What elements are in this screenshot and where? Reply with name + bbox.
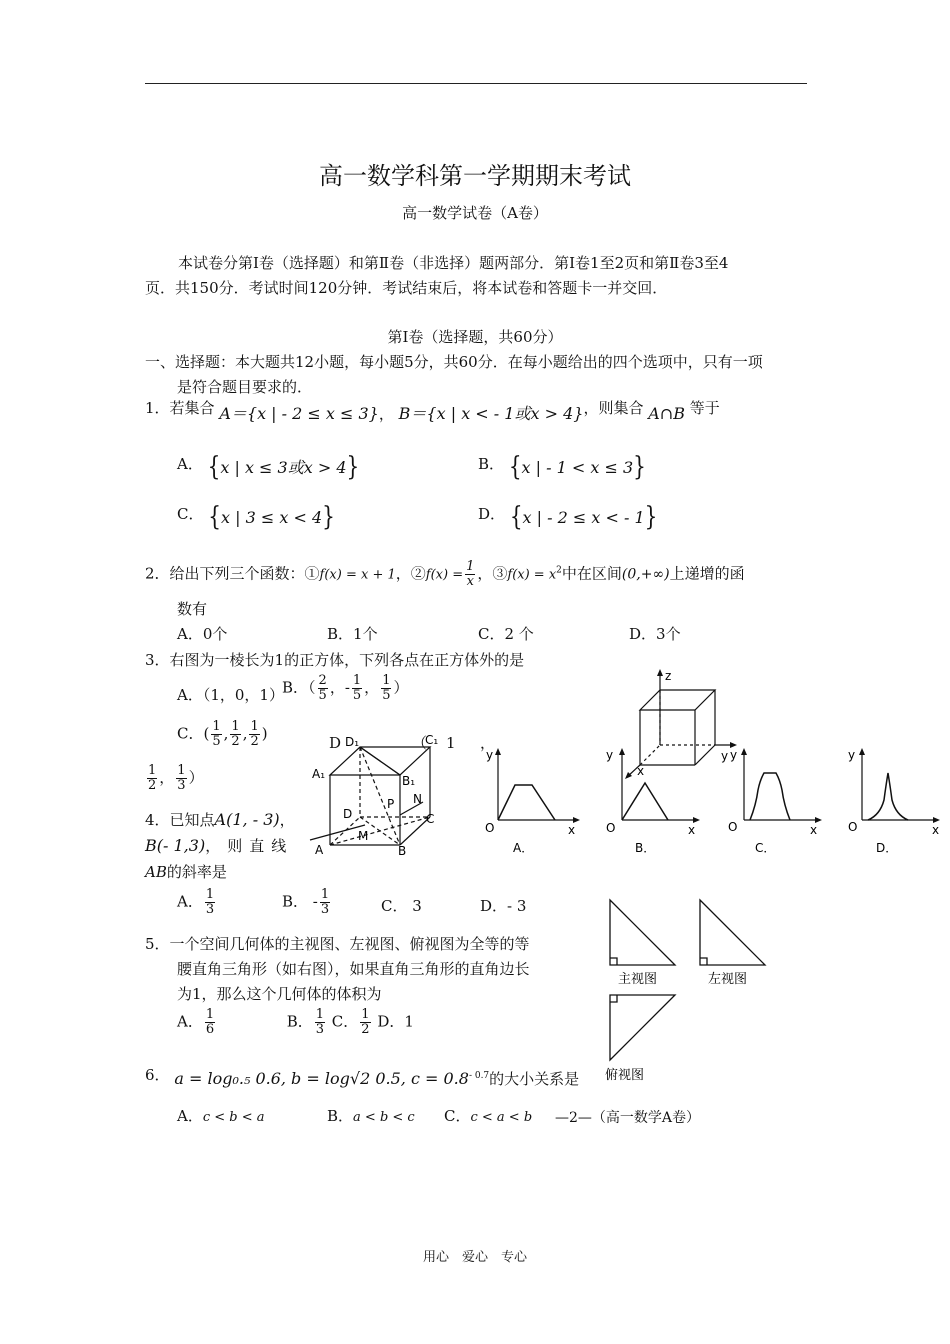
graph-d (840, 745, 948, 860)
q4-option-a: A． $\frac{1}{3}$ (177, 887, 215, 917)
q4-option-d: D．- 3 (480, 897, 527, 915)
prism-label-b1: B₁ (402, 774, 416, 788)
axes-label-y: y (721, 749, 729, 763)
graph-c-label: C． (755, 841, 776, 855)
page-marker: —2—（高一数学A卷） (555, 1110, 701, 1126)
q1-option-d: D． {x | - 2 ≤ x < - 1} (478, 500, 658, 532)
graph-b-x: x (688, 823, 696, 837)
q3-option-d-rest: $\frac{1}{2}$ ， $\frac{1}{3}$ ） (148, 763, 204, 793)
graph-a-y: y (486, 748, 494, 762)
prism-label-b: B (398, 844, 407, 858)
q6-option-a: A．c < b < a (177, 1107, 265, 1125)
prism-label-c1: C₁ (425, 733, 439, 747)
q2-option-c: C．2 个 (478, 625, 534, 643)
q1-option-b: B． {x | - 1 < x ≤ 3} (478, 450, 646, 482)
q2-line-2: 数有 (177, 600, 208, 618)
q6-option-b: B．a < b < c (327, 1107, 415, 1125)
q5-line-2: 腰直角三角形（如右图），如果直角三角形的直角边长 (177, 960, 530, 978)
intro-line-2: 页．共150分．考试时间120分钟．考试结束后，将本试卷和答题卡一并交回． (145, 279, 668, 297)
q4-line-2: B(- 1,3)，则直线 (145, 836, 294, 855)
graph-c-o: O (728, 820, 738, 834)
q4-option-c: C． 3 (381, 897, 422, 915)
axes-label-z: z (665, 669, 672, 683)
q1-intersection: A∩B (648, 404, 685, 423)
graph-a-o: O (485, 821, 495, 835)
graph-b-label: B． (635, 841, 656, 855)
prism-label-m: M (358, 829, 369, 843)
page-footer: 用心 爱心 专心 (422, 1250, 527, 1265)
q6-option-c: C．c < a < b (444, 1107, 533, 1125)
graph-a (480, 745, 590, 860)
left-view-label: 左视图 (708, 972, 748, 987)
q1-stem: 1．若集合 A＝{x | - 2 ≤ x ≤ 3}， B＝{x | x < - 1或x > 4}，则集合 A∩B 等于 (145, 399, 720, 423)
graph-d-o: O (848, 820, 858, 834)
axes-label-x: x (637, 764, 645, 778)
header-rule (145, 83, 807, 84)
graph-d-x: x (932, 823, 940, 837)
q5-line-3: 为1，那么这个几何体的体积为 (177, 985, 382, 1003)
q3-option-d-comma: ， (480, 734, 496, 752)
q3-option-d-label: D (329, 734, 342, 752)
q3-option-a: A．（1，0，1） (177, 686, 284, 704)
page-subtitle: 高一数学试卷（A卷） (402, 204, 548, 222)
q6-stem: 6． a = log₀.₅ 0.6, b = log√2 0.5, $c = 0.8^{- 0.7}$的大小关系是 (145, 1066, 580, 1088)
prism-label-n: N (413, 792, 422, 806)
q2-option-b: B．1个 (327, 625, 378, 643)
q1-option-a: A． {x | x ≤ 3或x > 4} (177, 450, 360, 482)
section-title: 第Ⅰ卷（选择题，共60分） (387, 328, 563, 346)
prism-label-d1: D₁ (345, 735, 360, 749)
graph-d-y: y (848, 748, 856, 762)
q4-line-1: 4．已知点A(1, - 3)， (145, 810, 295, 829)
page-title: 高一数学科第一学期期末考试 (319, 162, 631, 190)
graph-b-o: O (606, 821, 616, 835)
prism-label-c: C (426, 812, 435, 826)
graph-b-y: y (606, 748, 614, 762)
top-view-label: 俯视图 (605, 1068, 645, 1083)
prism-label-d: D (343, 807, 353, 821)
prism-label-p: P (387, 797, 395, 811)
q3-option-b: B．（ $\frac{2}{5}$ ，- $\frac{1}{5}$ ， $\frac{1}{5}$ ） (282, 673, 409, 703)
front-view-label: 主视图 (618, 972, 658, 987)
q1-option-c: C． {x | 3 ≤ x < 4} (177, 500, 335, 532)
graph-c-y: y (730, 748, 738, 762)
q3-option-d-open: （ (412, 734, 428, 752)
graph-a-label: A． (513, 841, 534, 855)
intro-line-1: 本试卷分第Ⅰ卷（选择题）和第Ⅱ卷（非选择）题两部分．第Ⅰ卷1至2页和第Ⅱ卷3至4 (178, 254, 729, 272)
prism-label-a: A (315, 843, 324, 857)
q1-set-a: A＝{x | - 2 ≤ x ≤ 3} (219, 404, 379, 423)
graph-a-x: x (568, 823, 576, 837)
q5-options: A． $\frac{1}{6}$ B． $\frac{1}{3}$ C． $\frac{1}{2}$ D．1 (177, 1007, 414, 1037)
prism-label-a1: A₁ (312, 767, 326, 781)
three-views-figure (600, 895, 790, 1090)
prism-figure (305, 730, 455, 860)
q2-option-d: D．3个 (629, 625, 681, 643)
q2-option-a: A．0个 (177, 625, 228, 643)
q4-option-b: B． - $\frac{1}{3}$ (282, 887, 330, 917)
q1-set-b: B＝{x | x < - 1或x > 4} (398, 404, 584, 423)
graph-b (600, 745, 710, 860)
q5-line-1: 5．一个空间几何体的主视图、左视图、俯视图为全等的等 (145, 935, 530, 953)
q4-line-3: AB的斜率是 (145, 863, 227, 881)
graph-c-x: x (810, 823, 818, 837)
graph-c (722, 745, 832, 860)
graph-d-label: D． (876, 841, 898, 855)
section-instructions-2: 是符合题目要求的． (177, 378, 313, 396)
q3-option-d-first: 1 (446, 734, 456, 752)
q3-option-c: C．( $\frac{1}{5}$ , $\frac{1}{2}$ , $\frac{1}{2}$ ) (177, 719, 268, 749)
section-instructions-1: 一、选择题：本大题共12小题，每小题5分，共60分．在每小题给出的四个选项中，只有一项 (145, 353, 763, 371)
q2-stem: 2．给出下列三个函数：①f(x) = x + 1，②f(x) = $\frac{1}{x}$ ，③f(x) = $x^2$中在区间(0,+∞)上递增的函 (145, 559, 745, 589)
q3-stem: 3．右图为一棱长为1的正方体，下列各点在正方体外的是 (145, 651, 525, 669)
